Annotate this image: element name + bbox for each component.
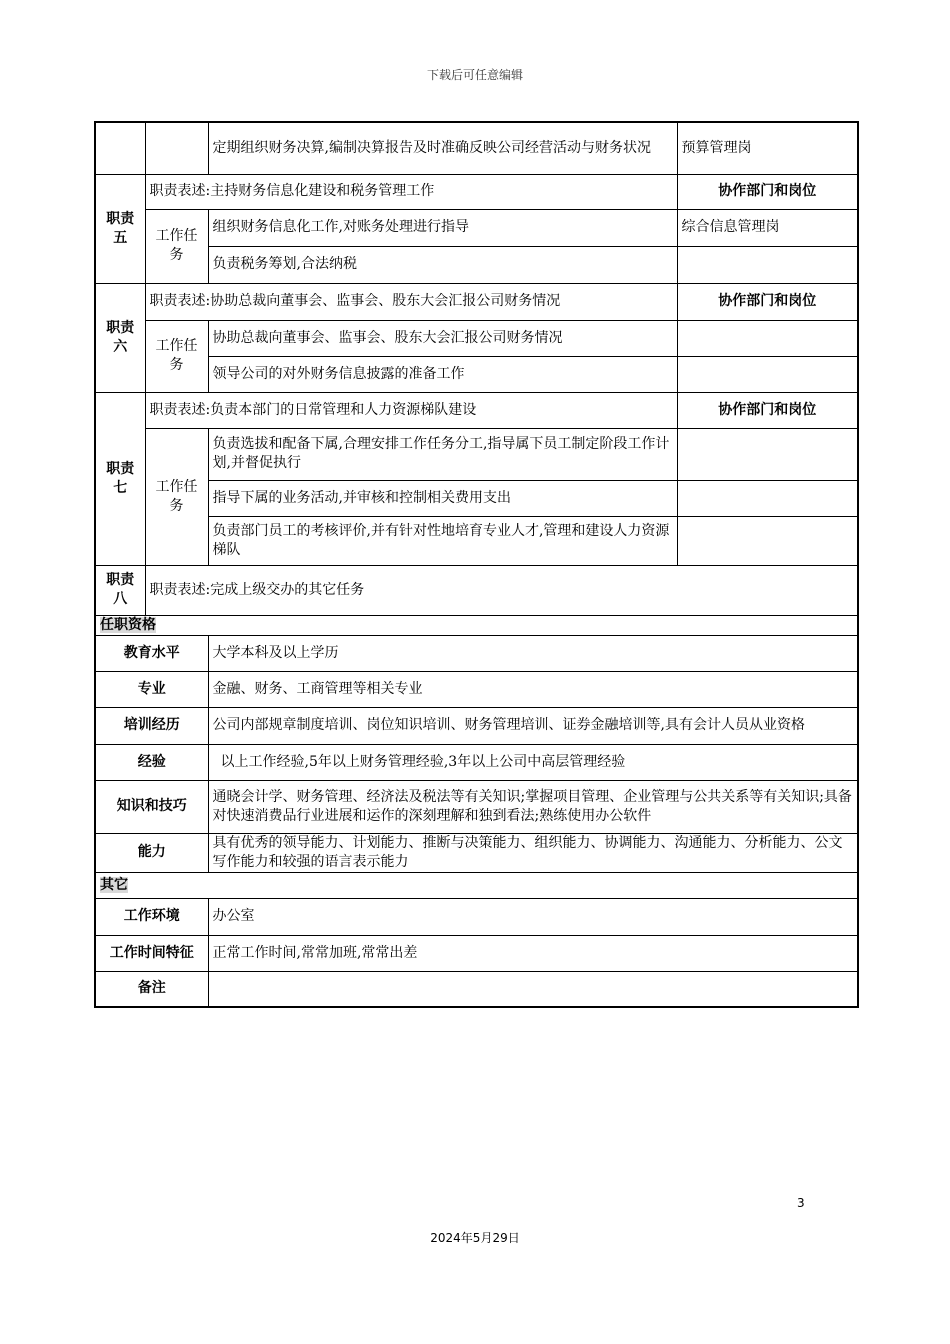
qualifications-section-row [95,615,858,635]
job-description-table [94,121,859,1008]
section-title: 其它 [100,876,128,893]
task-row [95,516,858,565]
task-row [95,209,858,246]
duty-label: 职责五 [95,174,145,283]
duty-description: 职责表述:负责本部门的日常管理和人力资源梯队建设 [145,392,677,428]
task-row [95,246,858,283]
qualification-row [95,744,858,780]
task-text: 组织财务信息化工作,对账务处理进行指导 [208,209,677,246]
collab-dept: 综合信息管理岗 [677,209,858,246]
footer-date: 2024年5月29日 [430,1231,520,1245]
other-label: 工作时间特征 [95,935,208,971]
other-row [95,971,858,1007]
collab-header: 协作部门和岗位 [677,174,858,209]
other-value: 办公室 [208,898,858,935]
duty-description: 职责表述:主持财务信息化建设和税务管理工作 [145,174,677,209]
task-text: 领导公司的对外财务信息披露的准备工作 [208,356,677,392]
qualification-value: 公司内部规章制度培训、岗位知识培训、财务管理培训、证券金融培训等,具有会计人员从业资格 [208,707,858,744]
duty-label: 职责六 [95,283,145,392]
collab-dept [677,428,858,480]
qualification-label: 专业 [95,671,208,707]
qualification-value: 金融、财务、工商管理等相关专业 [208,671,858,707]
section-title: 任职资格 [100,616,156,633]
qualification-row [95,671,858,707]
work-task-label: 工作任务 [145,428,208,565]
qualification-value: 大学本科及以上学历 [208,635,858,671]
collab-dept [677,356,858,392]
empty-cell [95,122,145,174]
qualification-value: 以上工作经验,5年以上财务管理经验,3年以上公司中高层管理经验 [208,744,858,780]
empty-cell [145,122,208,174]
other-value [208,971,858,1007]
collab-dept [677,516,858,565]
work-task-label: 工作任务 [145,320,208,392]
top-task-row [95,122,858,174]
duty-label: 职责八 [95,565,145,615]
header-note: 下载后可任意编辑 [426,68,523,82]
task-text: 负责部门员工的考核评价,并有针对性地培育专业人才,管理和建设人力资源梯队 [208,516,677,565]
collab-dept [677,480,858,516]
page-number: 3 [797,1196,805,1210]
qualification-label: 知识和技巧 [95,780,208,833]
task-text: 定期组织财务决算,编制决算报告及时准确反映公司经营活动与财务状况 [208,122,677,174]
qualification-row [95,780,858,833]
duty-7-row [95,392,858,428]
duty-8-row [95,565,858,615]
duty-5-row [95,174,858,209]
qualification-row [95,833,858,872]
qualification-label: 经验 [95,744,208,780]
task-text: 负责税务筹划,合法纳税 [208,246,677,283]
qualification-row [95,635,858,671]
qualification-row [95,707,858,744]
collab-dept [677,246,858,283]
qualification-label: 能力 [95,833,208,872]
work-task-label: 工作任务 [145,209,208,283]
other-row [95,898,858,935]
duty-description: 职责表述:完成上级交办的其它任务 [145,565,858,615]
other-label: 工作环境 [95,898,208,935]
collab-dept: 预算管理岗 [677,122,858,174]
other-value: 正常工作时间,常常加班,常常出差 [208,935,858,971]
other-label: 备注 [95,971,208,1007]
duty-label: 职责七 [95,392,145,565]
task-row [95,480,858,516]
collab-dept [677,320,858,356]
collab-header: 协作部门和岗位 [677,283,858,320]
qualification-value: 具有优秀的领导能力、计划能力、推断与决策能力、组织能力、协调能力、沟通能力、分析能力、公文写作能力和较强的语言表示能力 [208,833,858,872]
task-text: 指导下属的业务活动,并审核和控制相关费用支出 [208,480,677,516]
task-text: 负责选拔和配备下属,合理安排工作任务分工,指导属下员工制定阶段工作计划,并督促执行 [208,428,677,480]
task-text: 协助总裁向董事会、监事会、股东大会汇报公司财务情况 [208,320,677,356]
qualification-label: 培训经历 [95,707,208,744]
duty-description: 职责表述:协助总裁向董事会、监事会、股东大会汇报公司财务情况 [145,283,677,320]
task-row [95,356,858,392]
task-row [95,320,858,356]
duty-6-row [95,283,858,320]
qualification-value: 通晓会计学、财务管理、经济法及税法等有关知识;掌握项目管理、企业管理与公共关系等有关知识;具备对快速消费品行业进展和运作的深刻理解和独到看法;熟练使用办公软件 [208,780,858,833]
other-row [95,935,858,971]
collab-header: 协作部门和岗位 [677,392,858,428]
other-section-row [95,872,858,898]
qualification-label: 教育水平 [95,635,208,671]
task-row [95,428,858,480]
